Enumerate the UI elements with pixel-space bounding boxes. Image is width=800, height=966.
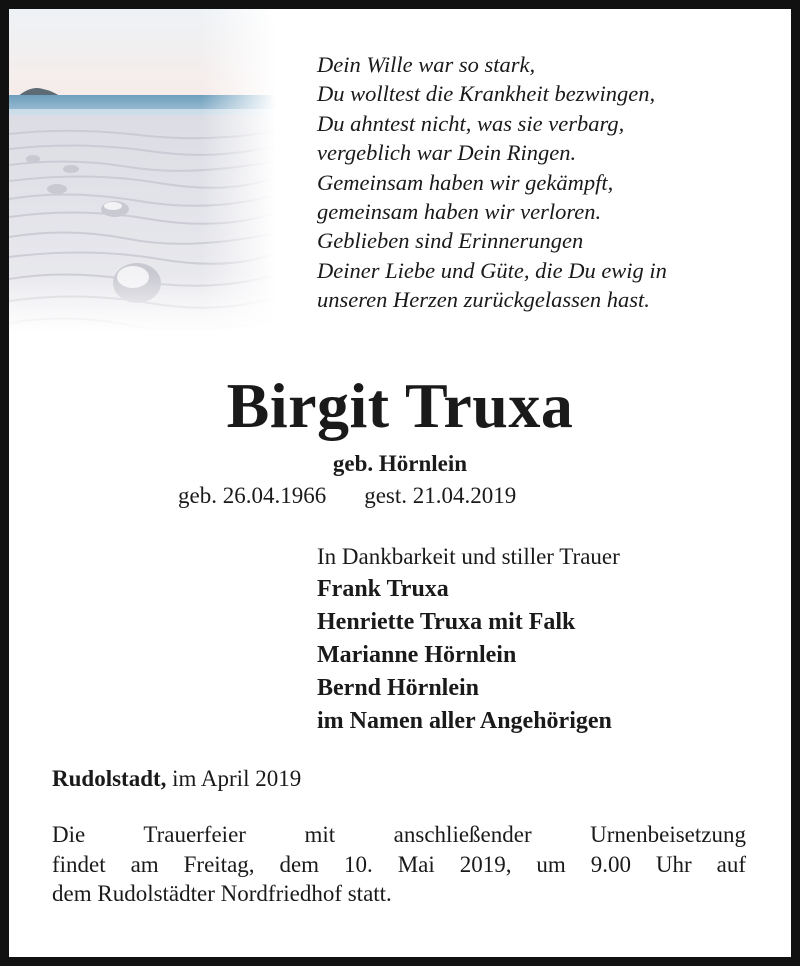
poem-line: Dein Wille war so stark, [317, 52, 536, 77]
mourner-name: Henriette Truxa mit Falk [317, 609, 576, 635]
poem-line: Deiner Liebe und Güte, die Du ewig in [317, 257, 667, 283]
mourner-name: Frank Truxa [317, 576, 449, 602]
poem-line: Du ahntest nicht, was sie verbarg, [317, 110, 625, 136]
funeral-line: Die Trauerfeier mit anschließender Urnenbeisetzung [52, 822, 746, 847]
poem-line: gemeinsam haben wir verloren. [317, 199, 602, 225]
beach-footprints-image [9, 9, 276, 332]
poem-line: unseren Herzen zurückgelassen hast. [317, 287, 650, 313]
birth-date: geb. 26.04.1966 [178, 483, 327, 508]
maiden-name: geb. Hörnlein [332, 451, 468, 476]
poem-line: Geblieben sind Erinnerungen [317, 228, 584, 254]
deceased-name: Birgit Truxa [226, 370, 574, 441]
funeral-details [52, 820, 746, 909]
mourner-name: Bernd Hörnlein [317, 675, 480, 701]
life-dates [178, 481, 516, 511]
month-year: im April 2019 [166, 766, 302, 791]
death-date: gest. 21.04.2019 [364, 483, 517, 508]
poem [317, 50, 787, 315]
poem-line: Gemeinsam haben wir gekämpft, [317, 169, 614, 195]
funeral-line: findet am Freitag, dem 10. Mai 2019, um 9.00 Uhr auf [52, 851, 746, 877]
poem-line: Du wolltest die Krankheit bezwingen, [317, 81, 656, 107]
place-and-date [52, 764, 301, 794]
mourners-intro: In Dankbarkeit und stiller Trauer [317, 544, 620, 569]
mourner-name: Marianne Hörnlein [317, 642, 517, 668]
town: Rudolstadt, [52, 766, 167, 791]
mourners-list [317, 540, 620, 738]
poem-line: vergeblich war Dein Ringen. [317, 140, 577, 166]
mourner-name: im Namen aller Angehörigen [317, 708, 612, 734]
funeral-line: dem Rudolstädter Nordfriedhof statt. [52, 881, 392, 906]
